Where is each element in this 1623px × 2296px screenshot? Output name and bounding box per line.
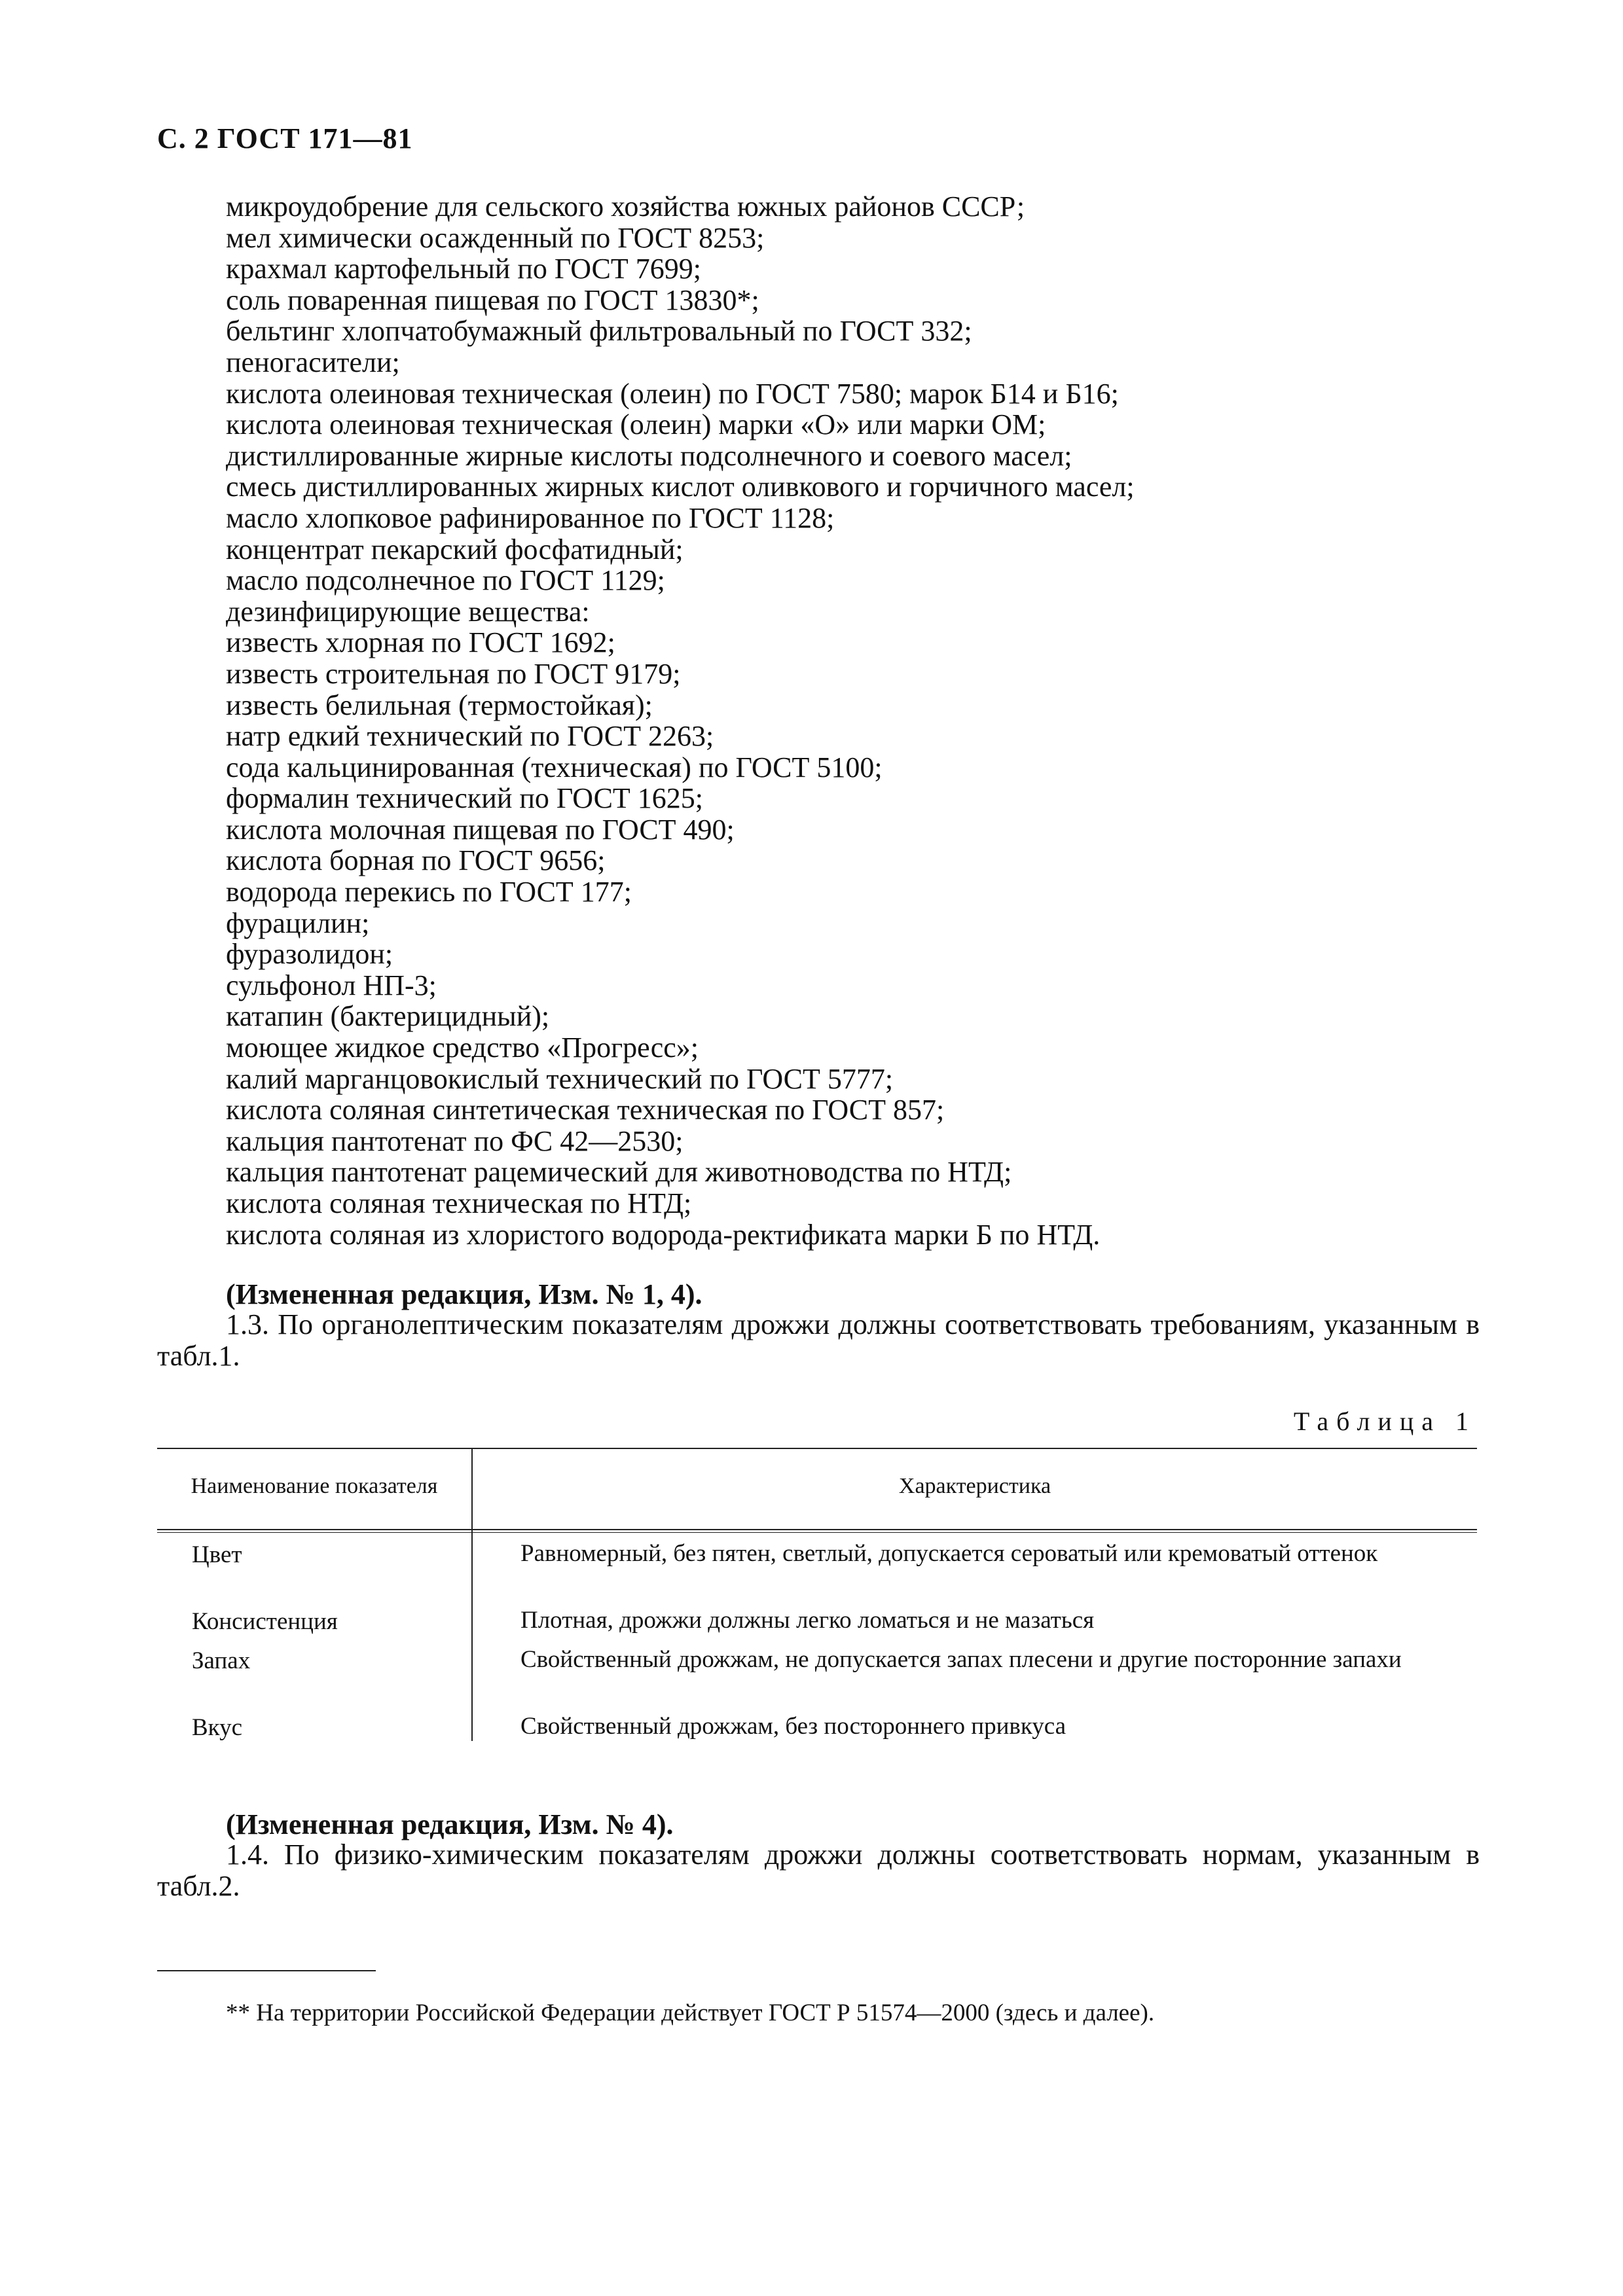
footnote: ** На территории Российской Федерации действует ГОСТ Р 51574—2000 (здесь и далее). xyxy=(226,2000,1155,2026)
list-item: кислота олеиновая техническая (олеин) марки «О» или марки ОМ; xyxy=(226,408,1046,441)
revision-note: (Измененная редакция, Изм. № 4). xyxy=(226,1808,674,1840)
table-cell-value xyxy=(486,1607,1470,1634)
paragraph-1-4 xyxy=(157,1839,1480,1901)
list-item: фурацилин; xyxy=(226,906,370,939)
list-item: концентрат пекарский фосфатидный; xyxy=(226,533,684,565)
list-item: кислота соляная синтетическая техническая по ГОСТ 857; xyxy=(226,1094,945,1126)
list-item: сода кальцинированная (техническая) по ГОСТ 5100; xyxy=(226,751,883,783)
list-item: смесь дистиллированных жирных кислот оливкового и горчичного масел; xyxy=(226,471,1135,503)
table-cell-name: Консистенция xyxy=(192,1608,338,1635)
list-item: водорода перекись по ГОСТ 177; xyxy=(226,876,632,908)
list-item: бельтинг хлопчатобумажный фильтровальный по ГОСТ 332; xyxy=(226,315,972,348)
cell-text: Плотная, дрожжи должны легко ломаться и не мазаться xyxy=(520,1607,1095,1634)
list-item: известь строительная по ГОСТ 9179; xyxy=(226,657,681,690)
table-top-rule xyxy=(157,1448,1477,1449)
footnote-rule xyxy=(157,1970,376,1971)
list-item: кальция пантотенат по ФС 42—2530; xyxy=(226,1124,684,1157)
list-item: натр едкий технический по ГОСТ 2263; xyxy=(226,720,714,753)
list-item: сульфонол НП-3; xyxy=(226,969,437,1001)
table-cell-name: Вкус xyxy=(192,1714,243,1741)
list-item: дезинфицирующие вещества: xyxy=(226,595,590,628)
cell-text: Равномерный, без пятен, светлый, допускается сероватый или кремоватый оттенок xyxy=(520,1540,1378,1567)
paragraph-text: 1.4. По физико-химическим показателям дрожжи должны соответствовать нормам, указанным в табл.2. xyxy=(157,1839,1480,1902)
table-cell-value xyxy=(486,1541,1470,1567)
table-header-rule xyxy=(157,1529,1477,1530)
list-item: масло хлопковое рафинированное по ГОСТ 1128; xyxy=(226,501,835,534)
table-caption: Таблица 1 xyxy=(1293,1407,1476,1436)
list-item: микроудобрение для сельского хозяйства южных районов СССР; xyxy=(226,190,1025,223)
table-cell-value xyxy=(486,1713,1470,1740)
list-item: известь хлорная по ГОСТ 1692; xyxy=(226,626,615,659)
page-header: С. 2 ГОСТ 171—81 xyxy=(157,122,413,154)
list-item: пеногасители; xyxy=(226,346,400,378)
table-cell-value xyxy=(486,1647,1470,1673)
list-item: калий марганцовокислый технический по ГОСТ 5777; xyxy=(226,1062,894,1095)
list-item: кислота соляная из хлористого водорода-ректификата марки Б по НТД. xyxy=(226,1218,1101,1251)
list-item: кальция пантотенат рацемический для животноводства по НТД; xyxy=(226,1156,1012,1189)
list-item: крахмал картофельный по ГОСТ 7699; xyxy=(226,253,701,285)
list-item: соль поваренная пищевая по ГОСТ 13830*; xyxy=(226,283,759,316)
list-item: мел химически осажденный по ГОСТ 8253; xyxy=(226,221,765,254)
list-item: катапин (бактерицидный); xyxy=(226,1000,550,1033)
materials-list xyxy=(226,191,1503,1250)
table-header-indicator: Наименование показателя xyxy=(191,1474,438,1498)
table-1 xyxy=(157,1448,1477,1741)
list-item: моющее жидкое средство «Прогресс»; xyxy=(226,1031,699,1064)
list-item: фуразолидон; xyxy=(226,938,393,971)
table-cell-name: Цвет xyxy=(192,1541,242,1568)
list-item: кислота молочная пищевая по ГОСТ 490; xyxy=(226,813,735,846)
cell-text: Свойственный дрожжам, без постороннего привкуса xyxy=(520,1713,1067,1740)
revision-note: (Измененная редакция, Изм. № 1, 4). xyxy=(226,1278,702,1310)
list-item: кислота борная по ГОСТ 9656; xyxy=(226,844,606,877)
list-item: кислота олеиновая техническая (олеин) по ГОСТ 7580; марок Б14 и Б16; xyxy=(226,377,1119,410)
paragraph-1-3 xyxy=(157,1309,1480,1371)
list-item: известь белильная (термостойкая); xyxy=(226,689,653,721)
paragraph-text: 1.3. По органолептическим показателям дрожжи должны соответствовать требованиям, указанным в табл.1. xyxy=(157,1308,1480,1372)
table-header-rule-double xyxy=(157,1532,1477,1533)
list-item: кислота соляная техническая по НТД; xyxy=(226,1187,692,1219)
list-item: дистиллированные жирные кислоты подсолнечного и соевого масел; xyxy=(226,439,1072,472)
table-header-characteristic: Характеристика xyxy=(898,1474,1051,1498)
list-item: формалин технический по ГОСТ 1625; xyxy=(226,782,704,815)
cell-text: Свойственный дрожжам, не допускается запах плесени и другие посторонние запахи xyxy=(520,1646,1402,1673)
table-cell-name: Запах xyxy=(192,1647,251,1674)
list-item: масло подсолнечное по ГОСТ 1129; xyxy=(226,564,665,597)
